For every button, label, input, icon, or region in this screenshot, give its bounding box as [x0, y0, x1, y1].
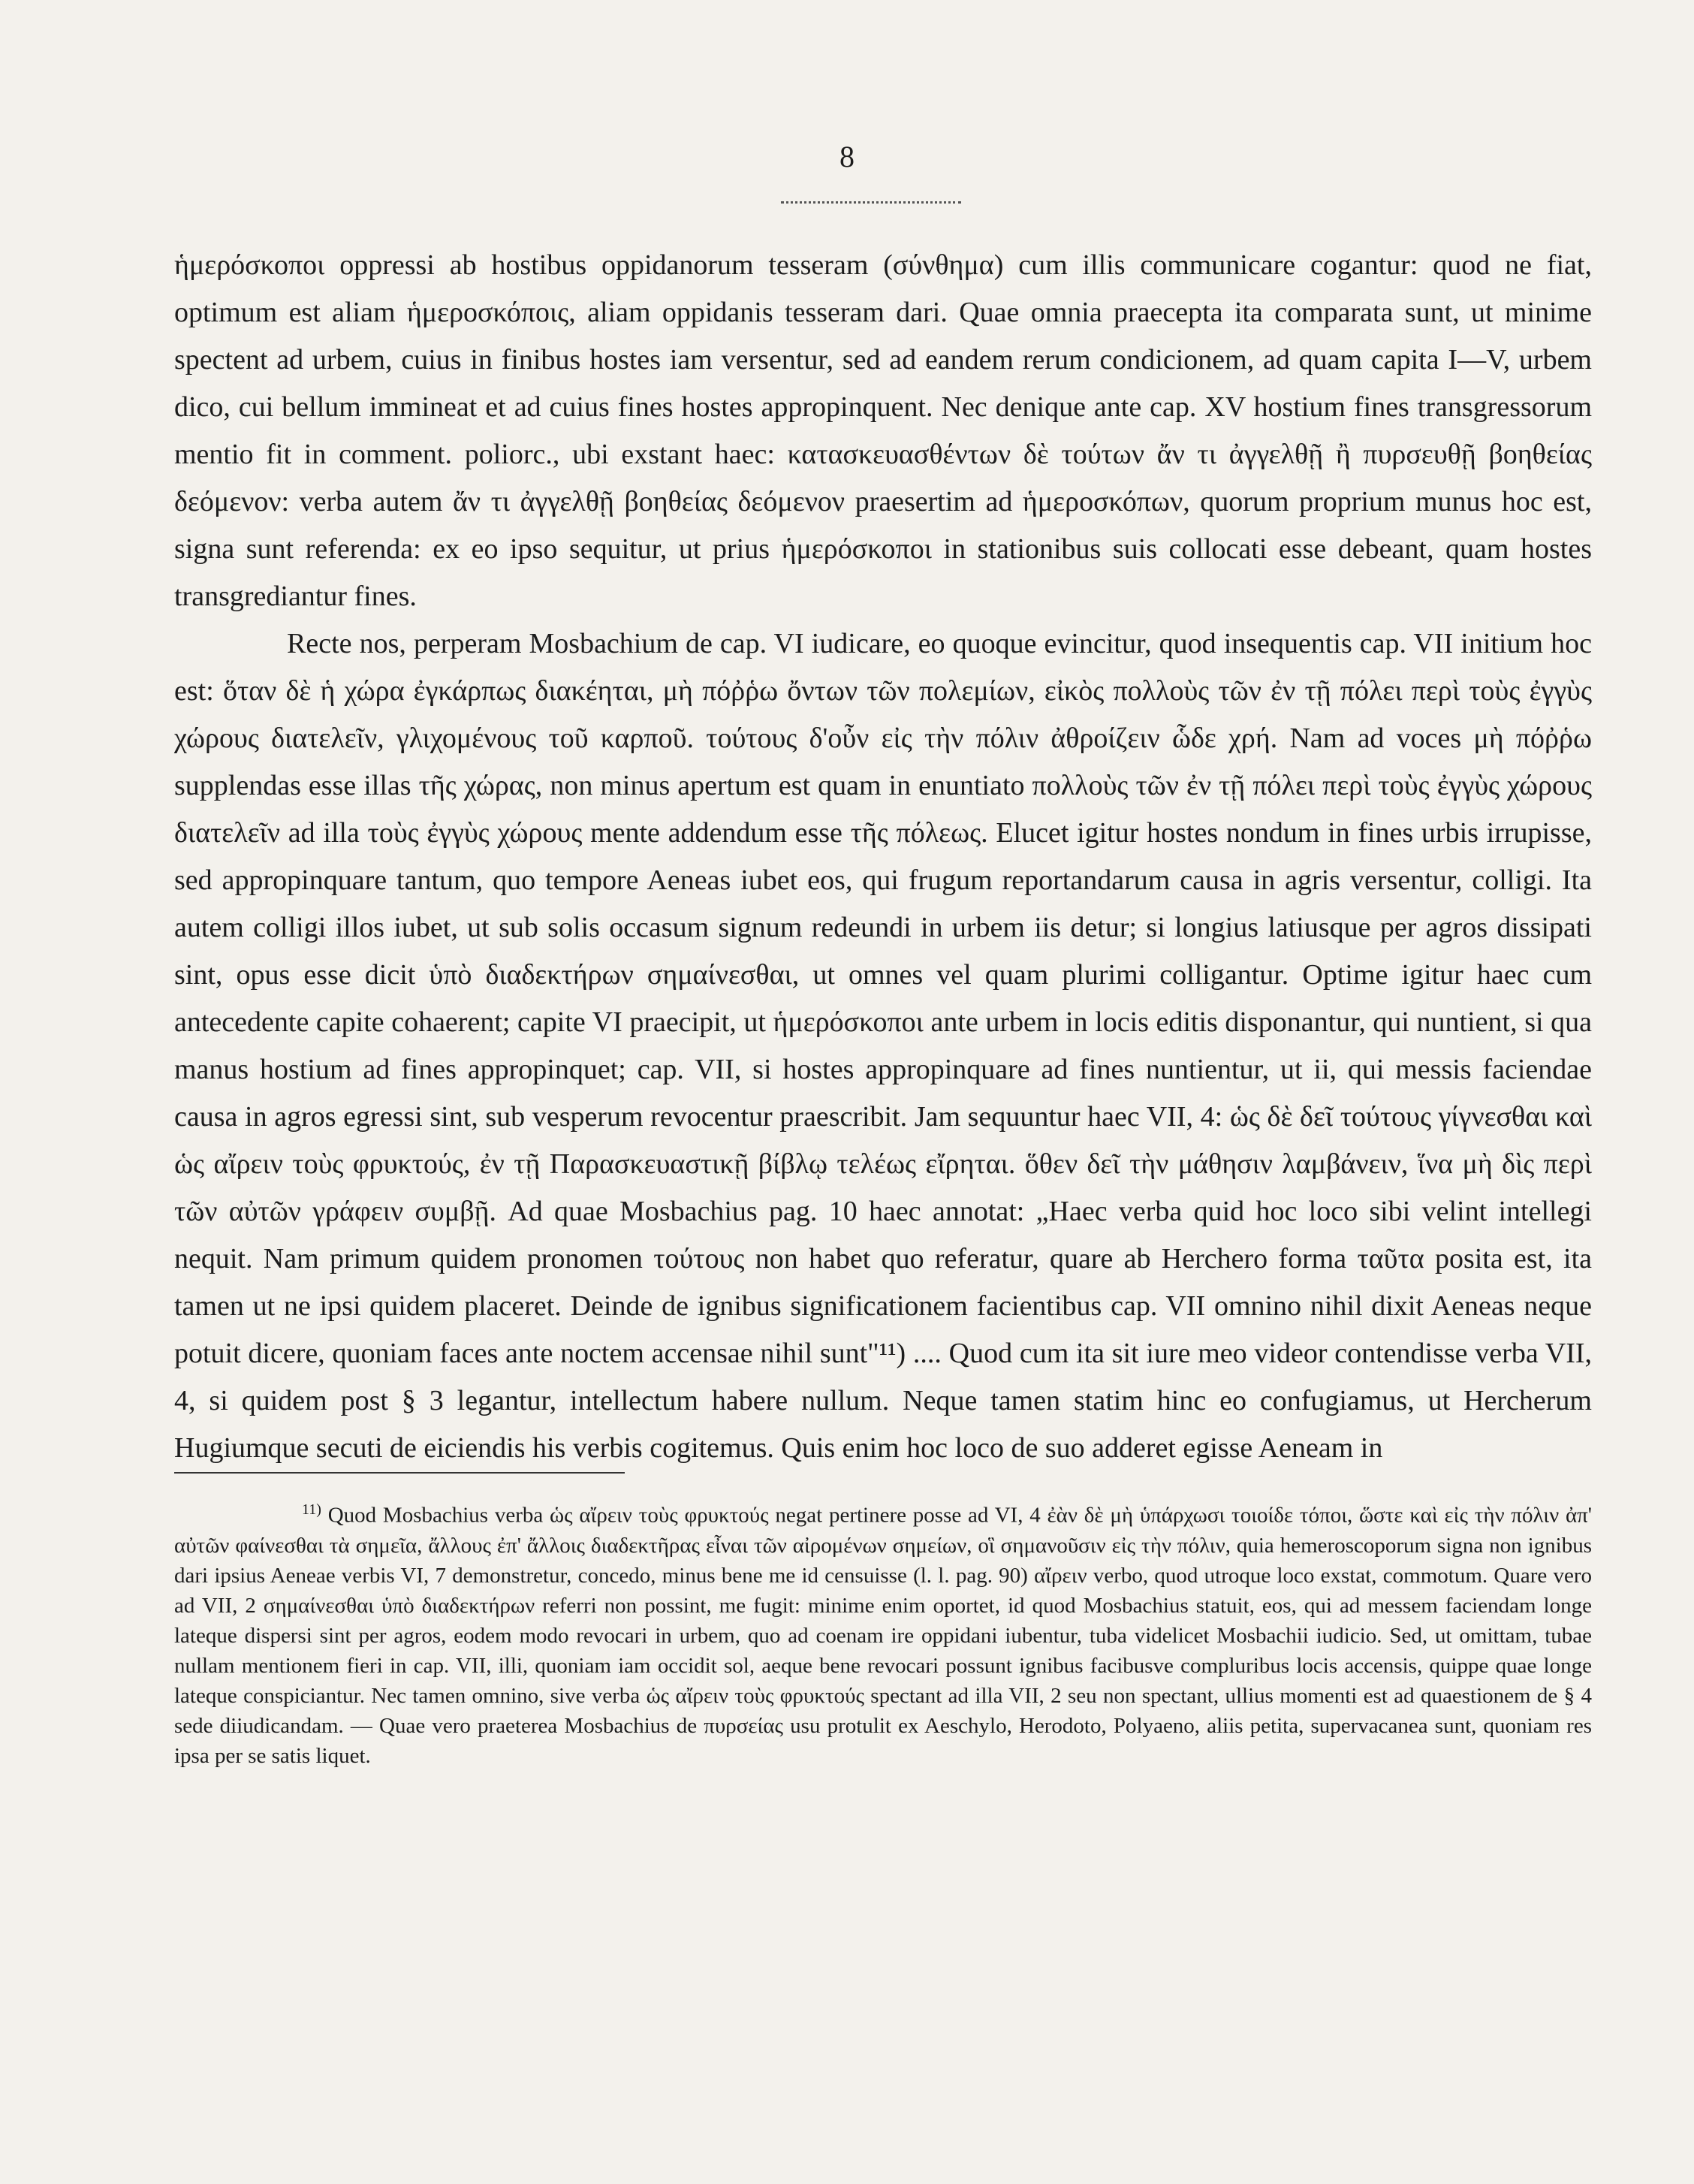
- paragraph-1: ἡμερόσκοποι oppressi ab hostibus oppidanorum tesseram (σύνθημα) cum illis communicare cogantur: quod ne fiat, optimum est aliam ἡμεροσκόποις, aliam oppidanis tesseram dari. Quae omnia praecepta ita comparata sunt, ut minime spectent ad urbem, cuius in finibus hostes iam versentur, sed ad eandem rerum condicionem, ad quam capita I—V, urbem dico, cui bellum immineat et ad cuius fines hostes appropinquent. Nec denique ante cap. XV hostium fines transgressorum mentio fit in comment. poliorc., ubi exstant haec: κατασκευασθέντων δὲ τούτων ἄν τι ἀγγελθῇ ἢ πυρσευθῇ βοηθείας δεόμενον: verba autem ἄν τι ἀγγελθῇ βοηθείας δεόμενον praesertim ad ἡμεροσκόπων, quorum proprium munus hoc est, signa sunt referenda: ex eo ipso sequitur, ut prius ἡμερόσκοποι in stationibus suis collocati esse debeant, quam hostes transgrediantur fines.: [174, 249, 1592, 612]
- main-text: [174, 242, 1592, 1472]
- page-number: 8: [839, 140, 855, 173]
- paragraph-2: Recte nos, perperam Mosbachium de cap. VI iudicare, eo quoque evincitur, quod insequentis cap. VII initium hoc est: ὅταν δὲ ἡ χώρα ἐγκάρπως διακέηται, μὴ πόῤῥω ὄντων τῶν πολεμίων, εἰκὸς πολλοὺς τῶν ἐν τῇ πόλει περὶ τοὺς ἐγγὺς χώρους διατελεῖν, γλιχομένους τοῦ καρποῦ. τούτους δ'οὖν εἰς τὴν πόλιν ἀθροίζειν ὧδε χρή. Nam ad voces μὴ πόῤῥω supplendas esse illas τῆς χώρας, non minus apertum est quam in enuntiato πολλοὺς τῶν ἐν τῇ πόλει περὶ τοὺς ἐγγὺς χώρους διατελεῖν ad illa τοὺς ἐγγὺς χώρους mente addendum esse τῆς πόλεως. Elucet igitur hostes nondum in fines urbis irrupisse, sed appropinquare tantum, quo tempore Aeneas iubet eos, qui frugum reportandarum causa in agris versentur, colligi. Ita autem colligi illos iubet, ut sub solis occasum signum redeundi in urbem iis detur; si longius latiusque per agros dissipati sint, opus esse dicit ὑπὸ διαδεκτήρων σημαίνεσθαι, ut omnes vel quam plurimi colligantur. Optime igitur haec cum antecedente capite cohaerent; capite VI praecipit, ut ἡμερόσκοποι ante urbem in locis editis disponantur, qui nuntient, si qua manus hostium ad fines appropinquet; cap. VII, si hostes appropinquare ad fines nuntientur, ut ii, qui messis faciendae causa in agros egressi sint, sub vesperum revocentur praescribit. Jam sequuntur haec VII, 4: ὡς δὲ δεῖ τούτους γίγνεσθαι καὶ ὡς αἴρειν τοὺς φρυκτούς, ἐν τῇ Παρασκευαστικῇ βίβλῳ τελέως εἴρηται. ὅθεν δεῖ τὴν μάθησιν λαμβάνειν, ἵνα μὴ δὶς περὶ τῶν αὐτῶν γράφειν συμβῇ. Ad quae Mosbachius pag. 10 haec annotat: „Haec verba quid hoc loco sibi velint intellegi nequit. Nam primum quidem pronomen τούτους non habet quo referatur, quare ab Herchero forma ταῦτα posita est, ita tamen ut ne ipsi quidem placeret. Deinde de ignibus significationem facientibus cap. VII omnino nihil dixit Aeneas neque potuit dicere, quoniam faces ante noctem accensae nihil sunt"¹¹) .... Quod cum ita sit iure meo videor contendisse verba VII, 4, si quidem post § 3 legantur, intellectum habere nullum. Neque tamen statim hinc eo confugiamus, ut Hercherum Hugiumque secuti de eiciendis his verbis cogitemus. Quis enim hoc loco de suo adderet egisse Aeneam in: [174, 628, 1592, 1464]
- page-number-ornament-rule: [781, 201, 961, 204]
- footnote-text: Quod Mosbachius verba ὡς αἴρειν τοὺς φρυκτούς negat pertinere posse ad VI, 4 ἐὰν δὲ μὴ ὑπάρχωσι τοιοίδε τόποι, ὥστε καὶ εἰς τὴν πόλιν ἀπ' αὐτῶν φαίνεσθαι τὰ σημεῖα, ἄλλους ἐπ' ἄλλοις διαδεκτῆρας εἶναι τῶν αἰρομένων σημείων, οἳ σημανοῦσιν εἰς τὴν πόλιν, quia hemeroscoporum signa non ignibus dari ipsius Aeneae verbis VI, 7 demonstretur, concedo, minus bene me id censuisse (l. l. pag. 90) αἴρειν verbo, quod utroque loco exstat, commotum. Quare vero ad VII, 2 σημαίνεσθαι ὑπὸ διαδεκτήρων referri non possint, me fugit: minime enim oportet, id quod Mosbachius statuit, eos, qui ad messem faciendam longe lateque dispersi sint per agros, eodem modo revocari in urbem, quo ad coenam ire oppidani iubentur, tuba videlicet Mosbachii iudicio. Sed, ut omittam, tubae nullam mentionem fieri in cap. VII, illi, quoniam iam occidit sol, aeque bene revocari possunt ignibus facibusve compluribus locis accensis, quippe quae longe lateque conspiciantur. Nec tamen omnino, sive verba ὡς αἴρειν τοὺς φρυκτούς spectant ad illa VII, 2 seu non spectant, ullius momenti est ad quaestionem de § 4 sede diiudicandam. — Quae vero praeterea Mosbachius de πυρσείας usu protulit ex Aeschylo, Herodoto, Polyaeno, aliis petita, supervacanea sunt, quoniam res ipsa per se satis liquet.: [174, 1503, 1593, 1768]
- footnote-mark: 11): [302, 1501, 321, 1518]
- footnote: [174, 1495, 1592, 1771]
- footnote-separator: [174, 1472, 625, 1474]
